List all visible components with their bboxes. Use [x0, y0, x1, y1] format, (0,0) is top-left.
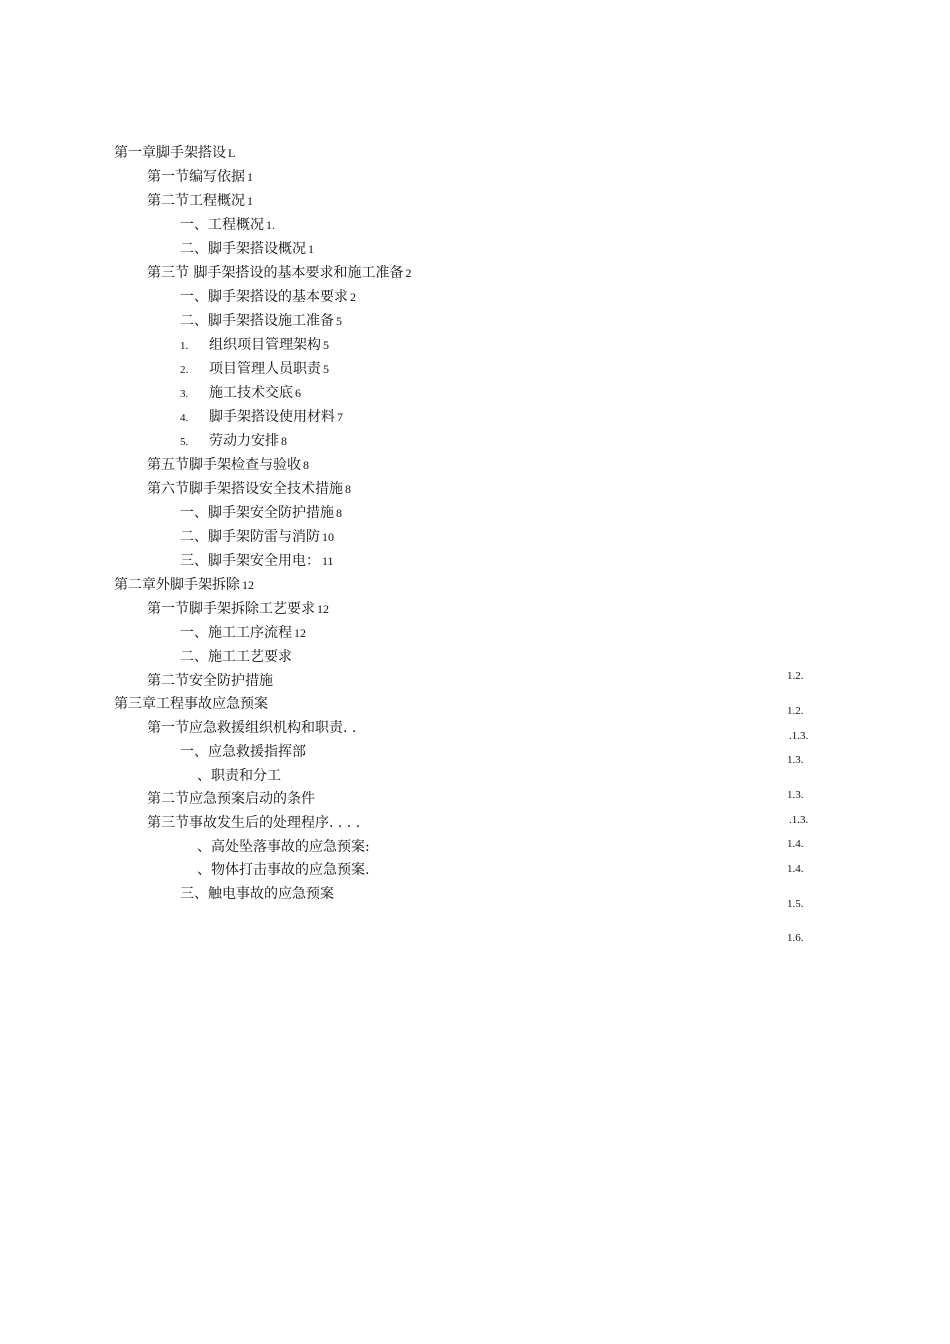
toc-subsection	[180, 288, 356, 306]
toc-page: 1	[308, 242, 314, 256]
toc-text: 第六节脚手架搭设安全技术措施	[147, 481, 343, 497]
toc-subsection	[180, 648, 292, 666]
toc-section	[147, 168, 253, 186]
toc-page: 8	[281, 434, 287, 448]
toc-subsection	[197, 838, 370, 856]
toc-text: 第二节应急预案启动的条件	[147, 791, 315, 807]
toc-section	[147, 790, 315, 808]
toc-text: 三、脚手架安全用电：	[180, 553, 320, 569]
toc-number: 2.	[180, 364, 189, 376]
toc-item	[180, 432, 287, 451]
toc-text: 第三章工程事故应急预案	[114, 696, 268, 712]
toc-subsection	[180, 312, 342, 330]
toc-chapter	[114, 576, 254, 594]
toc-text: 第三节事故发生后的处理程序. . . .	[147, 815, 361, 831]
toc-section	[147, 192, 253, 210]
toc-section	[147, 480, 351, 498]
toc-page: 7	[337, 410, 343, 424]
toc-subsection	[180, 504, 342, 522]
toc-subsection	[180, 528, 334, 546]
toc-section	[147, 456, 309, 474]
toc-page: 2	[350, 290, 356, 304]
toc-subsection	[180, 624, 306, 642]
right-page-number: 1.2.	[787, 670, 804, 682]
right-page-number: 1.6.	[787, 932, 804, 944]
toc-page: 11	[322, 554, 334, 568]
right-page-number: 1.5.	[787, 898, 804, 910]
toc-number: 3.	[180, 388, 189, 400]
toc-page: 1	[247, 170, 253, 184]
toc-section	[147, 719, 356, 737]
toc-page: 12	[317, 602, 329, 616]
right-page-number: .1.3.	[789, 730, 809, 742]
toc-item	[180, 408, 343, 427]
toc-text: 一、脚手架安全防护措施	[180, 505, 334, 521]
toc-chapter	[114, 144, 235, 162]
toc-text: 二、脚手架防雷与消防	[180, 529, 320, 545]
toc-text: 劳动力安排	[209, 433, 279, 449]
toc-text: 施工技术交底	[209, 385, 293, 401]
toc-page: 5	[323, 362, 329, 376]
toc-chapter	[114, 695, 268, 713]
right-page-number: 1.2.	[787, 705, 804, 717]
toc-text: 一、施工工序流程	[180, 625, 292, 641]
toc-page: 10	[322, 530, 334, 544]
right-page-number: 1.4.	[787, 838, 804, 850]
toc-text: 、物体打击事故的应急预案.	[197, 862, 370, 878]
toc-item	[180, 360, 329, 379]
toc-text: 二、脚手架搭设概况	[180, 241, 306, 257]
toc-text: 第一节应急救援组织机构和职责. .	[147, 720, 357, 736]
toc-text: 第二节工程概况	[147, 193, 245, 209]
toc-text: 二、施工工艺要求	[180, 649, 292, 665]
toc-page: 1.	[266, 218, 275, 232]
toc-page: 12	[242, 578, 254, 592]
right-page-number: .1.3.	[789, 814, 809, 826]
toc-page: 5	[323, 338, 329, 352]
toc-page: 8	[345, 482, 351, 496]
toc-page: 12	[294, 626, 306, 640]
toc-text: 一、脚手架搭设的基本要求	[180, 289, 348, 305]
toc-page: L	[228, 146, 236, 160]
toc-text: 脚手架搭设使用材料	[209, 409, 335, 425]
toc-text: 三、触电事故的应急预案	[180, 886, 334, 902]
toc-page: 8	[303, 458, 309, 472]
right-page-number: 1.3.	[787, 754, 804, 766]
toc-item	[180, 336, 329, 355]
toc-text: 第三节 脚手架搭设的基本要求和施工准备	[147, 265, 404, 281]
toc-page: 1	[247, 194, 253, 208]
toc-item	[180, 384, 301, 403]
toc-subsection	[180, 743, 306, 761]
toc-text: 一、工程概况	[180, 217, 264, 233]
toc-number: 4.	[180, 412, 189, 424]
toc-text: 、职责和分工	[197, 768, 281, 784]
toc-number: 5.	[180, 436, 189, 448]
toc-page: 5	[336, 314, 342, 328]
toc-number: 1.	[180, 340, 189, 352]
toc-text: 第一节脚手架拆除工艺要求	[147, 601, 315, 617]
toc-text: 、高处坠落事故的应急预案:	[197, 839, 370, 855]
toc-page: 2	[405, 266, 412, 280]
toc-subsection	[180, 885, 334, 903]
toc-section	[147, 672, 273, 690]
toc-section	[147, 600, 329, 618]
toc-text: 第一节编写依据	[147, 169, 245, 185]
toc-subsection	[180, 240, 314, 258]
toc-text: 第二节安全防护措施	[147, 673, 273, 689]
right-page-number: 1.4.	[787, 863, 804, 875]
toc-section	[147, 264, 411, 282]
toc-page: 6	[295, 386, 301, 400]
right-page-number: 1.3.	[787, 789, 804, 801]
toc-subsection	[180, 552, 334, 570]
toc-subsection	[180, 216, 275, 234]
toc-section	[147, 814, 360, 832]
toc-text: 第二章外脚手架拆除	[114, 577, 240, 593]
toc-text: 第一章脚手架搭设	[114, 145, 226, 161]
toc-subsection	[197, 861, 369, 879]
toc-subsection	[197, 767, 281, 785]
toc-text: 一、应急救援指挥部	[180, 744, 306, 760]
toc-text: 项目管理人员职责	[209, 361, 321, 377]
toc-page: 8	[336, 506, 342, 520]
toc-text: 第五节脚手架检查与验收	[147, 457, 301, 473]
toc-text: 二、脚手架搭设施工准备	[180, 313, 334, 329]
toc-text: 组织项目管理架构	[209, 337, 321, 353]
